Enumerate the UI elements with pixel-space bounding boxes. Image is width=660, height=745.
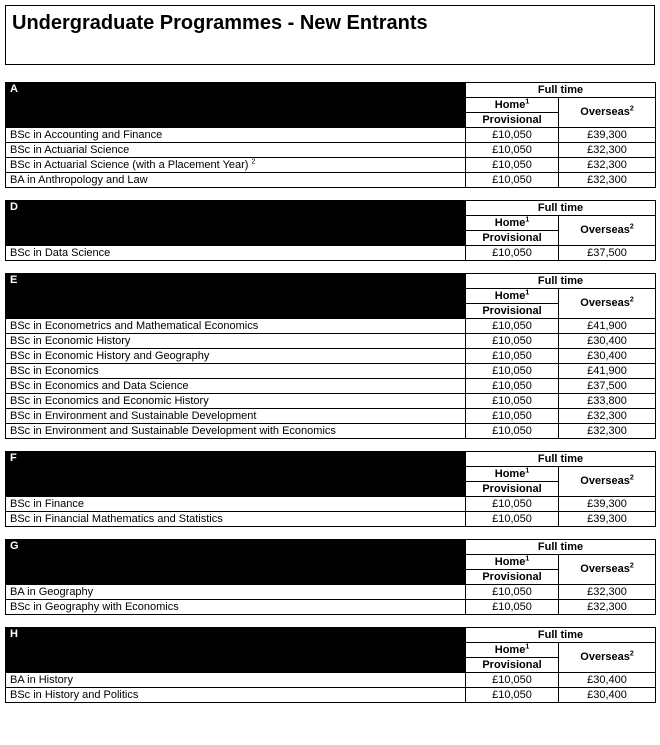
overseas-fee: £39,300 — [559, 497, 656, 512]
overseas-fee: £37,500 — [559, 246, 656, 261]
programme-name — [6, 688, 466, 703]
home-header — [466, 467, 559, 482]
programme-name — [6, 349, 466, 364]
overseas-fee: £32,300 — [559, 173, 656, 188]
table-row — [6, 673, 656, 688]
programme-name — [6, 585, 466, 600]
overseas-fee: £41,900 — [559, 364, 656, 379]
section-table-f — [5, 451, 656, 527]
programme-label: BSc in Accounting and Finance — [10, 128, 163, 141]
overseas-header — [559, 216, 656, 246]
home-header — [466, 98, 559, 113]
home-fee: £10,050 — [466, 334, 559, 349]
programme-label: BSc in Environment and Sustainable Development — [10, 409, 257, 422]
programme-label: BSc in Economics — [10, 364, 99, 377]
programme-label: BSc in Economic History — [10, 334, 131, 347]
overseas-fee: £33,800 — [559, 394, 656, 409]
programme-name — [6, 364, 466, 379]
full-time-header: Full time — [466, 201, 656, 216]
programme-name — [6, 512, 466, 527]
programme-label: BSc in Actuarial Science — [10, 143, 130, 156]
table-row — [6, 173, 656, 188]
programme-name — [6, 334, 466, 349]
table-row — [6, 688, 656, 703]
overseas-fee: £32,300 — [559, 143, 656, 158]
home-fee: £10,050 — [466, 600, 559, 615]
programme-label: BSc in Economics and Data Science — [10, 379, 189, 392]
overseas-header — [559, 555, 656, 585]
overseas-label: Overseas — [580, 563, 630, 575]
section-table-e — [5, 273, 656, 439]
home-fee: £10,050 — [466, 424, 559, 439]
overseas-footnote: 2 — [629, 650, 634, 658]
table-row — [6, 143, 656, 158]
home-footnote: 1 — [525, 554, 530, 562]
table-row — [6, 512, 656, 527]
overseas-footnote: 2 — [629, 474, 634, 482]
overseas-fee: £30,400 — [559, 688, 656, 703]
table-row — [6, 128, 656, 143]
fees-document — [5, 5, 655, 703]
programme-label: BA in History — [10, 673, 73, 686]
home-label: Home — [494, 555, 526, 568]
programme-label: BSc in Geography with Economics — [10, 600, 179, 613]
programme-label: BSc in Economic History and Geography — [10, 349, 210, 362]
full-time-header: Full time — [466, 83, 656, 98]
home-fee: £10,050 — [466, 349, 559, 364]
section-letter: G — [6, 540, 466, 585]
programme-label: BSc in History and Politics — [10, 688, 139, 701]
overseas-label: Overseas — [580, 106, 630, 118]
table-row — [6, 319, 656, 334]
programme-footnote: 2 — [251, 157, 256, 165]
table-row — [6, 158, 656, 173]
overseas-fee: £30,400 — [559, 334, 656, 349]
home-header — [466, 216, 559, 231]
home-footnote: 1 — [525, 642, 530, 650]
programme-label: BSc in Econometrics and Mathematical Economics — [10, 319, 259, 332]
home-fee: £10,050 — [466, 173, 559, 188]
home-fee: £10,050 — [466, 585, 559, 600]
section-letter: F — [6, 452, 466, 497]
provisional-header: Provisional — [466, 113, 559, 128]
home-header — [466, 555, 559, 570]
programme-name — [6, 173, 466, 188]
home-fee: £10,050 — [466, 128, 559, 143]
provisional-header: Provisional — [466, 658, 559, 673]
programme-label: BA in Geography — [10, 585, 94, 598]
overseas-label: Overseas — [580, 297, 630, 309]
programme-label: BSc in Data Science — [10, 246, 111, 259]
programme-name — [6, 497, 466, 512]
section-table-h — [5, 627, 656, 703]
section-letter: E — [6, 274, 466, 319]
overseas-footnote: 2 — [629, 296, 634, 304]
overseas-label: Overseas — [580, 651, 630, 663]
home-label: Home — [494, 467, 526, 480]
home-fee: £10,050 — [466, 246, 559, 261]
title-box — [5, 5, 655, 65]
overseas-fee: £39,300 — [559, 128, 656, 143]
home-footnote: 1 — [525, 97, 530, 105]
home-label: Home — [494, 289, 526, 302]
home-fee: £10,050 — [466, 409, 559, 424]
provisional-header: Provisional — [466, 231, 559, 246]
home-fee: £10,050 — [466, 364, 559, 379]
full-time-header: Full time — [466, 274, 656, 289]
programme-label: BSc in Actuarial Science (with a Placement Year) — [10, 158, 249, 171]
home-fee: £10,050 — [466, 688, 559, 703]
overseas-header — [559, 289, 656, 319]
programme-name — [6, 158, 466, 173]
programme-name — [6, 673, 466, 688]
table-row — [6, 334, 656, 349]
section-table-a — [5, 82, 656, 188]
overseas-footnote: 2 — [629, 223, 634, 231]
programme-name — [6, 409, 466, 424]
overseas-fee: £32,300 — [559, 585, 656, 600]
table-row — [6, 409, 656, 424]
provisional-header: Provisional — [466, 570, 559, 585]
section-letter: H — [6, 628, 466, 673]
overseas-fee: £32,300 — [559, 600, 656, 615]
overseas-header — [559, 467, 656, 497]
home-header — [466, 289, 559, 304]
programme-label: BSc in Financial Mathematics and Statistics — [10, 512, 223, 525]
section-letter: A — [6, 83, 466, 128]
overseas-footnote: 2 — [629, 562, 634, 570]
home-fee: £10,050 — [466, 497, 559, 512]
programme-label: BA in Anthropology and Law — [10, 173, 148, 186]
sections-container — [5, 82, 655, 703]
overseas-label: Overseas — [580, 224, 630, 236]
overseas-fee: £32,300 — [559, 158, 656, 173]
home-label: Home — [494, 98, 526, 111]
section-table-d — [5, 200, 656, 261]
programme-name — [6, 319, 466, 334]
programme-name — [6, 600, 466, 615]
home-label: Home — [494, 216, 526, 229]
home-fee: £10,050 — [466, 158, 559, 173]
full-time-header: Full time — [466, 452, 656, 467]
home-fee: £10,050 — [466, 379, 559, 394]
provisional-header: Provisional — [466, 482, 559, 497]
overseas-label: Overseas — [580, 475, 630, 487]
overseas-header — [559, 98, 656, 128]
overseas-fee: £32,300 — [559, 424, 656, 439]
programme-name — [6, 128, 466, 143]
programme-name — [6, 379, 466, 394]
table-row — [6, 364, 656, 379]
home-label: Home — [494, 643, 526, 656]
overseas-header — [559, 643, 656, 673]
overseas-fee: £37,500 — [559, 379, 656, 394]
provisional-header: Provisional — [466, 304, 559, 319]
programme-name — [6, 424, 466, 439]
section-table-g — [5, 539, 656, 615]
home-fee: £10,050 — [466, 512, 559, 527]
home-footnote: 1 — [525, 466, 530, 474]
section-letter: D — [6, 201, 466, 246]
programme-name — [6, 394, 466, 409]
programme-name — [6, 143, 466, 158]
table-row — [6, 424, 656, 439]
home-footnote: 1 — [525, 215, 530, 223]
table-row — [6, 379, 656, 394]
home-fee: £10,050 — [466, 394, 559, 409]
table-row — [6, 246, 656, 261]
programme-name — [6, 246, 466, 261]
table-row — [6, 349, 656, 364]
table-row — [6, 600, 656, 615]
programme-label: BSc in Environment and Sustainable Development with Economics — [10, 424, 336, 437]
programme-label: BSc in Economics and Economic History — [10, 394, 209, 407]
full-time-header: Full time — [466, 540, 656, 555]
home-fee: £10,050 — [466, 143, 559, 158]
table-row — [6, 394, 656, 409]
table-row — [6, 497, 656, 512]
overseas-fee: £41,900 — [559, 319, 656, 334]
home-header — [466, 643, 559, 658]
programme-label: BSc in Finance — [10, 497, 84, 510]
overseas-footnote: 2 — [629, 105, 634, 113]
overseas-fee: £30,400 — [559, 673, 656, 688]
overseas-fee: £39,300 — [559, 512, 656, 527]
overseas-fee: £30,400 — [559, 349, 656, 364]
home-fee: £10,050 — [466, 673, 559, 688]
overseas-fee: £32,300 — [559, 409, 656, 424]
home-fee: £10,050 — [466, 319, 559, 334]
home-footnote: 1 — [525, 288, 530, 296]
page-title: Undergraduate Programmes - New Entrants — [12, 12, 428, 34]
table-row — [6, 585, 656, 600]
full-time-header: Full time — [466, 628, 656, 643]
